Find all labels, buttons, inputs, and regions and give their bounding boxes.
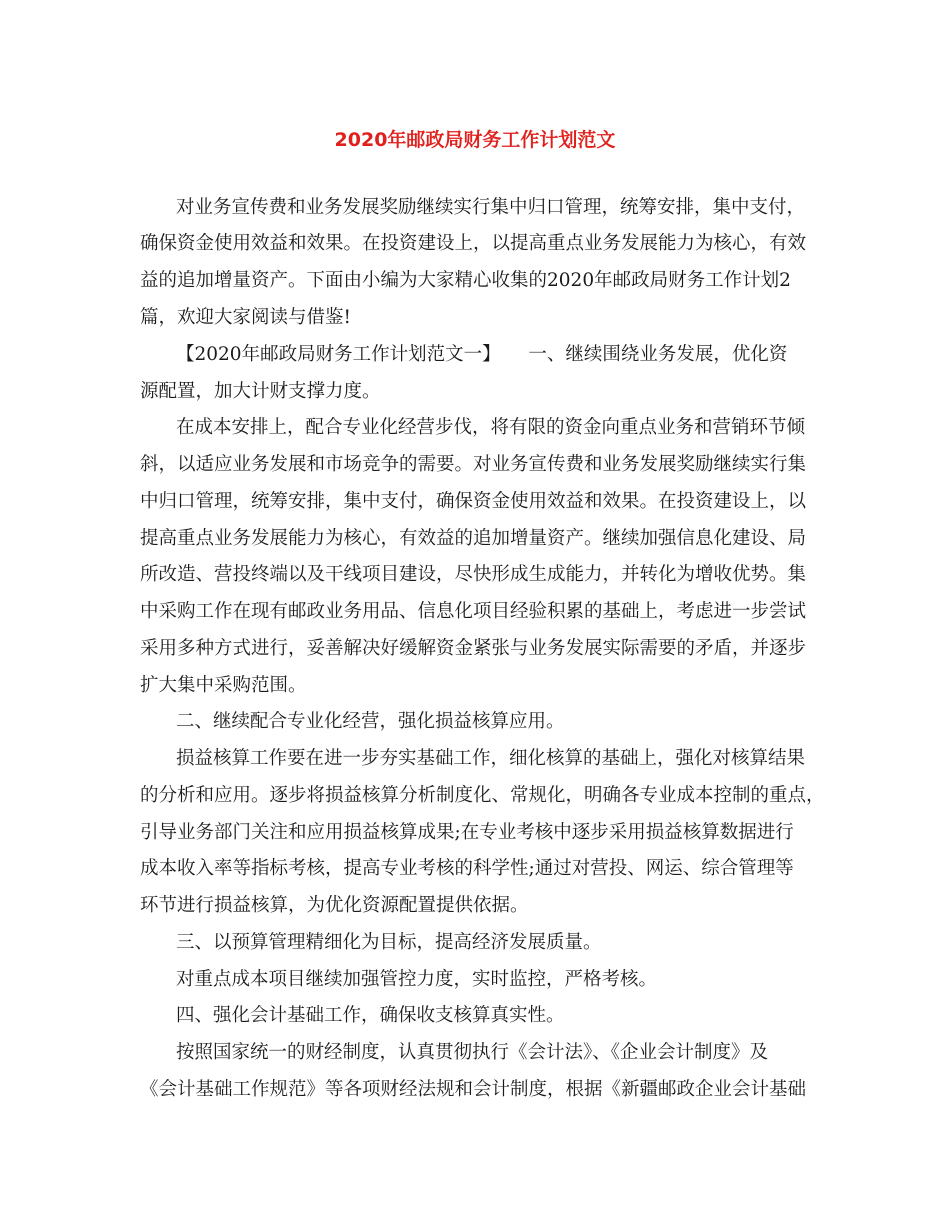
paragraph-line: 所改造、营投终端以及干线项目建设，尽快形成生成能力，并转化为增收优势。集 — [140, 564, 807, 585]
paragraph-line: 成本收入率等指标考核，提高专业考核的科学性;通过对营投、网运、综合管理等 — [140, 858, 794, 879]
paragraph-line: 的分析和应用。逐步将损益核算分析制度化、常规化，明确各专业成本控制的重点， — [140, 785, 825, 806]
paragraph-line: 斜，以适应业务发展和市场竞争的需要。对业务宣传费和业务发展奖励继续实行集 — [140, 454, 807, 475]
section-heading-line: 三、以预算管理精细化为目标，提高经济发展质量。 — [176, 932, 602, 953]
paragraph-line: 环节进行损益核算，为优化资源配置提供依据。 — [140, 895, 529, 916]
paragraph-line: 扩大集中采购范围。 — [140, 675, 307, 696]
paragraph-line: 按照国家统一的财经制度，认真贯彻执行《会计法》、《企业会计制度》及 — [176, 1042, 769, 1063]
section-heading-line: 二、继续配合专业化经营，强化损益核算应用。 — [176, 711, 565, 732]
paragraph-line: 对业务宣传费和业务发展奖励继续实行集中归口管理，统筹安排，集中支付， — [176, 197, 806, 218]
paragraph-line: 引导业务部门关注和应用损益核算成果;在专业考核中逐步采用损益核算数据进行 — [140, 822, 794, 843]
section-heading-line: 【2020年邮政局财务工作计划范文一】 一、继续围绕业务发展，优化资 — [176, 344, 788, 365]
paragraph-line: 对重点成本项目继续加强管控力度，实时监控，严格考核。 — [176, 969, 658, 990]
paragraph-line: 中归口管理，统筹安排，集中支付，确保资金使用效益和效果。在投资建设上，以 — [140, 491, 807, 512]
document-title: 2020年邮政局财务工作计划范文 — [334, 129, 616, 151]
paragraph-line: 在成本安排上，配合专业化经营步伐，将有限的资金向重点业务和营销环节倾 — [176, 417, 806, 438]
paragraph-line: 源配置，加大计财支撑力度。 — [140, 381, 381, 402]
paragraph-line: 提高重点业务发展能力为核心，有效益的追加增量资产。继续加强信息化建设、局 — [140, 528, 807, 549]
paragraph-line: 损益核算工作要在进一步夯实基础工作，细化核算的基础上，强化对核算结果 — [176, 748, 806, 769]
paragraph-line: 采用多种方式进行，妥善解决好缓解资金紧张与业务发展实际需要的矛盾，并逐步 — [140, 638, 807, 659]
paragraph-line: 《会计基础工作规范》等各项财经法规和会计制度，根据《新疆邮政企业会计基础 — [140, 1079, 807, 1100]
paragraph-line: 确保资金使用效益和效果。在投资建设上，以提高重点业务发展能力为核心，有效 — [140, 233, 807, 254]
section-heading-line: 四、强化会计基础工作，确保收支核算真实性。 — [176, 1005, 565, 1026]
paragraph-line: 益的追加增量资产。下面由小编为大家精心收集的2020年邮政局财务工作计划2 — [140, 270, 791, 291]
paragraph-line: 中采购工作在现有邮政业务用品、信息化项目经验积累的基础上，考虑进一步尝试 — [140, 601, 807, 622]
paragraph-line: 篇，欢迎大家阅读与借鉴! — [140, 307, 351, 328]
